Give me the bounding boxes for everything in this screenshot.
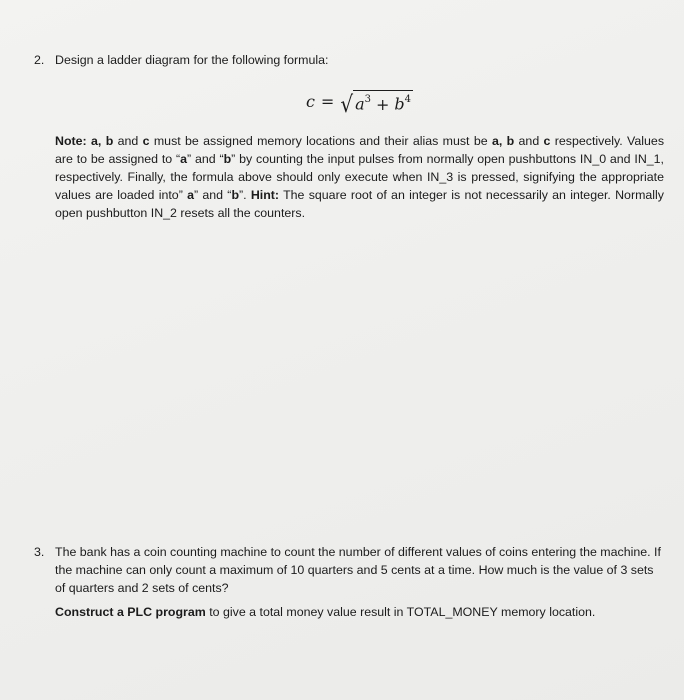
formula [55, 87, 664, 117]
radical-sign-icon: √ [340, 89, 354, 118]
formula-b-exponent: 4 [404, 94, 412, 106]
formula-plus: + [376, 94, 390, 114]
note-var: a, [491, 134, 503, 148]
question-2-title: Design a ladder diagram for the following formula: [55, 53, 329, 67]
note-var: b [231, 188, 240, 202]
hint-label: Hint: [250, 188, 280, 202]
note-paragraph [55, 132, 664, 222]
radicand [353, 90, 413, 113]
note-var: b [223, 152, 232, 166]
question-2-body [55, 51, 664, 222]
note-var: a [187, 188, 194, 202]
note-text: ”. [239, 188, 251, 202]
note-var: b [105, 134, 114, 148]
note-var: a, [91, 134, 102, 148]
note-var: c [543, 134, 551, 148]
question-2-number: 2. [34, 53, 45, 67]
formula-equals: = [320, 92, 335, 111]
note-text: The square root of an integer is not necessarily an integer. Normally open pushbutton IN_2 resets all the counters. [55, 188, 664, 220]
note-text: ” by counting the input pulses from normally open pushbuttons IN_0 and IN_1, respectively. Finally, the formula above should only execute when IN_3 is pressed, signifying the appropriate values are loaded into” [55, 152, 665, 202]
note-text: and [113, 134, 143, 148]
note-text: ” and “ [193, 188, 232, 202]
square-root [340, 89, 413, 118]
question-3-task [55, 603, 664, 621]
construct-text: to give a total money value result in TOTAL_MONEY memory location. [205, 605, 596, 619]
note-var: b [506, 134, 515, 148]
note-text: must be assigned memory locations and their alias must be [149, 134, 492, 148]
question-3 [34, 543, 664, 621]
note-var: a [180, 152, 188, 166]
note-label: Note: [55, 134, 87, 148]
formula-lhs: c [305, 92, 315, 111]
question-3-text: The bank has a coin counting machine to count the number of different values of coins entering the machine. If the machine can only count a maximum of 10 quarters and 5 cents at a time. How much is the value of 3 sets of quarters and 2 sets of cents? [55, 545, 661, 595]
note-text: respectively. Values are to be assigned to “ [55, 134, 665, 166]
note-text: ” and “ [187, 152, 224, 166]
question-3-body [55, 543, 664, 621]
formula-a: a [355, 94, 365, 114]
construct-label: Construct a PLC program [55, 605, 206, 619]
question-2 [34, 51, 664, 222]
question-3-number: 3. [34, 545, 45, 559]
formula-a-exponent: 3 [364, 94, 371, 106]
note-var: c [142, 134, 150, 148]
formula-b: b [394, 94, 405, 114]
note-text: and [514, 134, 544, 148]
